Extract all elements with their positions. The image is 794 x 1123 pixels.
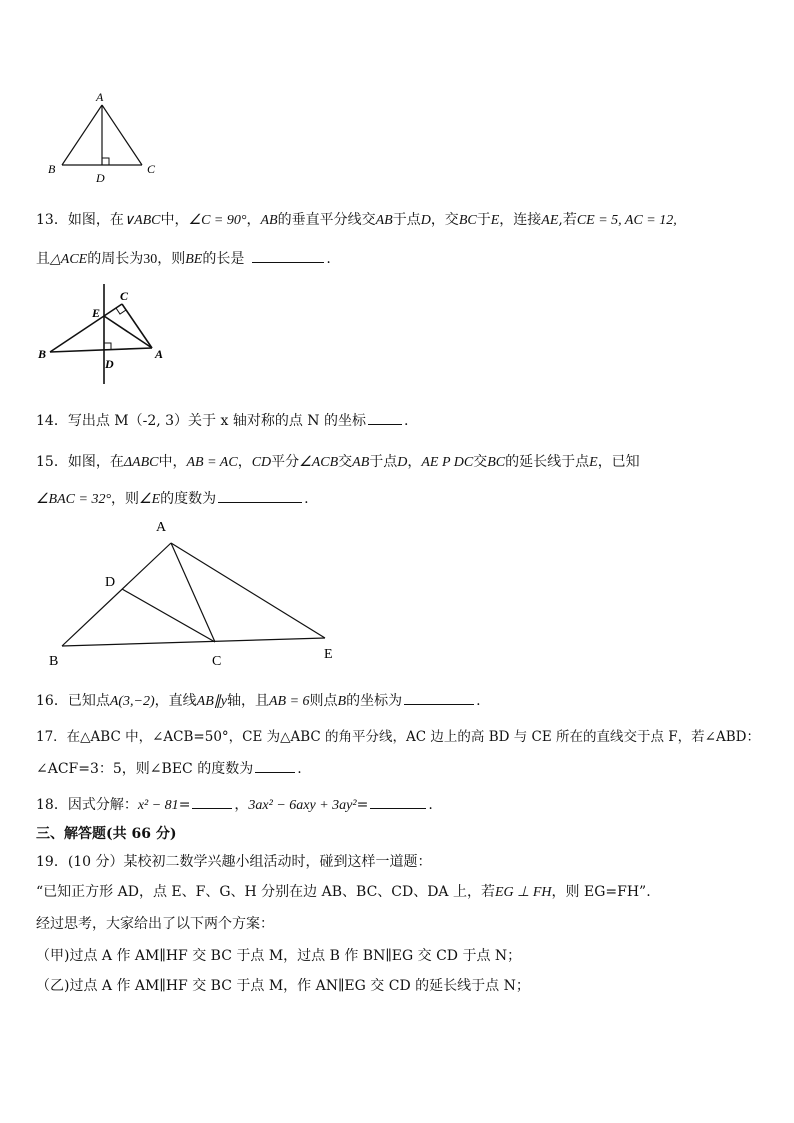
q13-perimeter: 30 <box>143 252 158 267</box>
q17-line2 <box>36 758 774 779</box>
q18-expression-2: 3ax² − 6axy + 3ay² <box>248 798 357 813</box>
q19-line5: （乙)过点 A 作 AM∥HF 交 BC 于点 M，作 AN∥EG 交 CD 的延长线于点 N； <box>36 978 530 994</box>
edge-ac <box>102 105 142 165</box>
q13-line1 <box>36 210 774 231</box>
q15-math: ∠E <box>139 492 161 507</box>
right-angle-mark <box>102 158 109 165</box>
q15-math: E <box>589 455 598 470</box>
q15-math: AB <box>352 455 370 470</box>
q13-math: BE <box>185 252 203 267</box>
q16-text: 的坐标为 <box>346 693 403 709</box>
figure-triangle-altitude <box>40 88 170 183</box>
q13-line2 <box>36 248 774 270</box>
q19-math: EG ⊥ FH <box>495 885 552 900</box>
label-b: B <box>49 654 59 669</box>
q18-equals: = <box>178 797 191 813</box>
q15-math: ∠BAC = 32° <box>36 492 112 507</box>
q15-text: ， <box>407 454 422 470</box>
q18-end: . <box>428 797 433 813</box>
q15-line1 <box>36 452 774 473</box>
edge-be <box>62 638 325 646</box>
figure-angle-bisector <box>40 512 350 672</box>
q15-text: 的延长线于点 <box>505 454 590 470</box>
edge-ba <box>50 348 152 352</box>
q18-separator: ， <box>234 797 249 813</box>
edge-ba <box>62 543 171 646</box>
edge-ca <box>122 304 152 348</box>
q15-math: BC <box>487 455 506 470</box>
q13-math: BC <box>458 213 477 228</box>
edge-ae <box>171 543 325 638</box>
q13-condition: CE = 5, AC = 12, <box>576 213 677 228</box>
label-a: A <box>155 347 164 361</box>
q13-text: 的长是 <box>202 251 245 267</box>
q13-math: AB <box>375 213 393 228</box>
answer-blank <box>370 794 426 809</box>
q13-angle: ∠C = 90° <box>188 213 247 228</box>
answer-blank <box>255 758 295 773</box>
q16 <box>36 690 774 712</box>
q13-text: ，连接 <box>499 212 542 228</box>
q13-text: 中， <box>160 212 189 228</box>
q13-number: 13． <box>36 212 68 228</box>
q19-text: ，则 EG=FH”. <box>551 884 651 900</box>
q15-math: AB = AC <box>186 455 238 470</box>
label-c: C <box>120 289 129 303</box>
segment-dc <box>122 589 215 642</box>
q16-math: B <box>337 694 347 709</box>
q19-line2 <box>36 882 774 903</box>
q15-text: 中， <box>158 454 187 470</box>
label-e: E <box>92 306 101 320</box>
answer-blank <box>252 248 324 263</box>
q16-text: 已知点 <box>67 693 110 709</box>
q16-text: 轴，且 <box>226 693 269 709</box>
q15-text: 平分 <box>271 454 300 470</box>
q13-text: ，则 <box>157 251 186 267</box>
q15-text: ，已知 <box>597 454 640 470</box>
label-d: D <box>96 171 105 183</box>
edge-ab <box>62 105 102 165</box>
answer-blank <box>192 794 232 809</box>
q19-line4: （甲)过点 A 作 AM∥HF 交 BC 于点 M，过点 B 作 BN∥EG 交 CD 于点 N； <box>36 948 522 964</box>
q18-number: 18．因式分解： <box>36 797 138 813</box>
label-e: E <box>324 647 333 662</box>
q16-number: 16． <box>36 693 68 709</box>
q18-expression-1: x² − 81 <box>137 798 179 813</box>
q16-text: ，直线 <box>154 693 197 709</box>
q13-math: D <box>420 213 431 228</box>
q17-line1 <box>36 727 774 747</box>
q18-equals: = <box>356 797 369 813</box>
label-b: B <box>38 347 47 361</box>
q17-text: 17．在△ABC 中，∠ACB=50°，CE 为△ABC 的角平分线，AC 边上的高 BD 与 CE 所在的直线交于点 F，若∠ABD： <box>36 729 760 745</box>
q19-line3: 经过思考，大家给出了以下两个方案： <box>36 916 274 932</box>
q13-text: 于 <box>476 212 491 228</box>
q13-triangle: ∨ABC <box>123 213 161 228</box>
label-a: A <box>156 520 167 535</box>
q15-text: ， <box>237 454 252 470</box>
q13-text: 且 <box>36 251 50 267</box>
q13-text: 的垂直平分线交 <box>277 212 376 228</box>
q14-text: 14．写出点 M（-2, 3）关于 x 轴对称的点 N 的坐标 <box>36 413 366 429</box>
q15-math: AE P DC <box>421 455 474 470</box>
q15-text: 交 <box>473 454 488 470</box>
section-heading: 三、解答题(共 66 分) <box>36 826 177 842</box>
q13-text: ， <box>246 212 261 228</box>
q15-text: 的度数为 <box>160 491 217 507</box>
q17-end: . <box>297 761 302 777</box>
answer-blank <box>404 690 474 705</box>
label-c: C <box>147 162 156 176</box>
q15-text: 于点 <box>369 454 398 470</box>
q13-math: AB <box>260 213 278 228</box>
q15-text: . <box>304 491 309 507</box>
q15-math: D <box>397 455 408 470</box>
q15-math: ΔABC <box>123 455 159 470</box>
label-b: B <box>48 162 56 176</box>
label-d: D <box>105 357 114 371</box>
q15-text: ，则 <box>111 491 140 507</box>
q14 <box>36 410 774 431</box>
q16-math: A(3,−2) <box>109 694 155 709</box>
answer-blank <box>368 410 402 425</box>
label-d: D <box>105 575 116 590</box>
q15-line2 <box>36 488 774 510</box>
q16-math: AB = 6 <box>268 694 310 709</box>
q13-text: 的周长为 <box>87 251 144 267</box>
q15-math: ∠ACB <box>299 455 339 470</box>
q13-math: AE <box>541 213 559 228</box>
label-a: A <box>96 90 104 104</box>
label-c: C <box>212 654 222 669</box>
q13-math: △ACE <box>50 252 88 267</box>
q13-math: E <box>490 213 500 228</box>
q15-text: 如图，在 <box>67 454 124 470</box>
q13-text: ，交 <box>430 212 459 228</box>
q15-number: 15． <box>36 454 68 470</box>
q15-math: CD <box>251 455 272 470</box>
q13-text: ,若 <box>558 212 577 228</box>
q13-text: 于点 <box>392 212 421 228</box>
figure-perpendicular-bisector <box>34 280 174 388</box>
q15-text: 交 <box>338 454 353 470</box>
q17-text: ∠ACF=3：5，则∠BEC 的度数为 <box>36 761 254 777</box>
q16-math: AB∥y <box>196 694 227 709</box>
q14-end: . <box>404 413 409 429</box>
q13-text: . <box>326 251 331 267</box>
q16-end: . <box>476 693 481 709</box>
q13-text: 如图，在 <box>67 212 124 228</box>
q19-line1: 19．(10 分）某校初二数学兴趣小组活动时，碰到这样一道题： <box>36 854 432 870</box>
q18 <box>36 794 774 816</box>
q19-text: “已知正方形 AD，点 E、F、G、H 分别在边 AB、BC、CD、DA 上，若 <box>36 884 495 900</box>
q16-text: 则点 <box>309 693 338 709</box>
edge-ac <box>171 543 215 642</box>
answer-blank <box>218 488 302 503</box>
